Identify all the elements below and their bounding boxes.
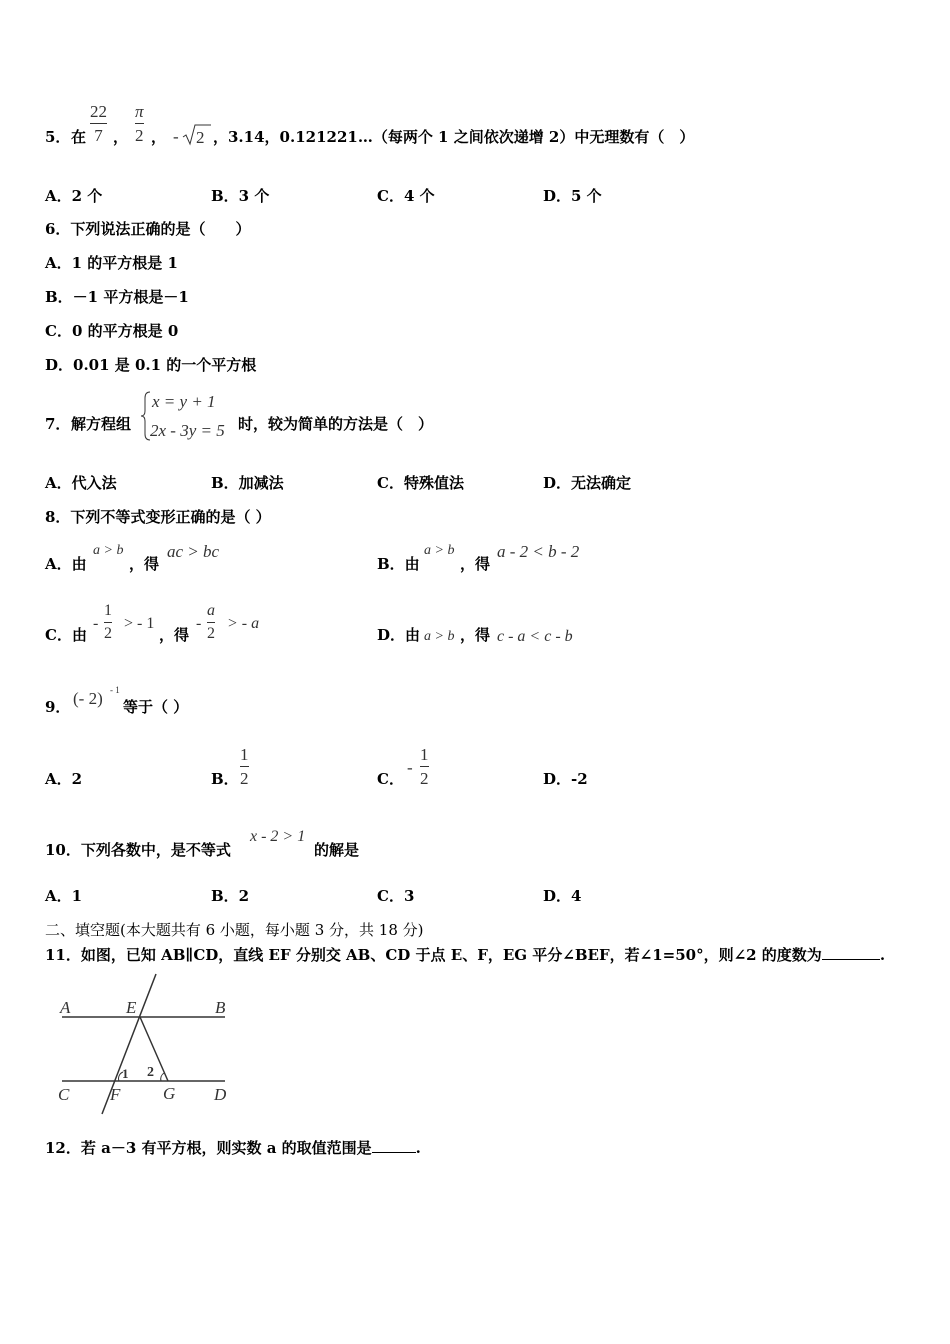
q7-option-c[interactable]: C．特殊值法 bbox=[377, 474, 464, 492]
q9-option-b[interactable]: B． bbox=[211, 770, 239, 788]
q9-option-c[interactable]: C． bbox=[377, 770, 404, 788]
q9-c-neg: - bbox=[407, 758, 413, 777]
q6-option-b[interactable]: B．－1 平方根是－1 bbox=[45, 288, 189, 306]
q6-stem: 6．下列说法正确的是（ ） bbox=[45, 220, 251, 238]
q8-option-a-label[interactable]: A．由 bbox=[45, 555, 87, 573]
q8-stem: 8．下列不等式变形正确的是（ ） bbox=[45, 508, 271, 526]
q8-c-fraction: 1 2 bbox=[104, 602, 112, 642]
label-b: B bbox=[215, 998, 226, 1017]
q10-inequality: x - 2 > 1 bbox=[250, 828, 306, 845]
q8-c-neg: - bbox=[93, 615, 99, 632]
q10-option-d[interactable]: D．4 bbox=[543, 887, 582, 905]
q8-option-d-label[interactable]: D．由 bbox=[377, 626, 421, 644]
q8-c-get: ，得 bbox=[159, 626, 190, 644]
q10-option-c[interactable]: C．3 bbox=[377, 887, 415, 905]
q10-option-b[interactable]: B．2 bbox=[211, 887, 250, 905]
q9-exponent: - 1 bbox=[110, 685, 120, 695]
q5-fraction-22-7: 22 7 bbox=[90, 102, 107, 145]
q10-option-a[interactable]: A．1 bbox=[45, 887, 83, 905]
q5-sqrt-radicand: 2 bbox=[196, 128, 205, 147]
q7-number: 7． bbox=[45, 415, 71, 433]
q5-fraction-pi-2: π 2 bbox=[135, 102, 144, 145]
q7-suffix: 时，较为简单的方法是（ ） bbox=[238, 415, 434, 433]
q7-equation-1: x = y + 1 bbox=[152, 392, 216, 411]
q8-b-condition: a > b bbox=[424, 543, 455, 558]
q9-c-fraction: 1 2 bbox=[420, 745, 429, 788]
q6-option-d[interactable]: D．0.01 是 0.1 的一个平方根 bbox=[45, 356, 257, 374]
label-g: G bbox=[163, 1084, 176, 1103]
q7-prefix: 解方程组 bbox=[71, 415, 132, 433]
q8-d-condition: a > b bbox=[424, 629, 455, 644]
section-2-heading: 二、填空题(本大题共有 6 小题，每小题 3 分，共 18 分) bbox=[45, 921, 424, 939]
q8-a-result: ac > bc bbox=[167, 542, 220, 561]
label-f: F bbox=[110, 1085, 121, 1104]
q9-suffix: 等于（ ） bbox=[123, 698, 189, 716]
q8-b-get: ，得 bbox=[460, 555, 491, 573]
q5-tail: ，3.14，0.121221…（每两个 1 之间依次递增 2）中无理数有（ ） bbox=[213, 128, 695, 146]
q5-option-b[interactable]: B．3 个 bbox=[211, 187, 270, 205]
q9-option-d[interactable]: D．-2 bbox=[543, 770, 588, 788]
q6-option-c[interactable]: C．0 的平方根是 0 bbox=[45, 322, 179, 340]
q12-text: 12．若 a－3 有平方根，则实数 a 的取值范围是 . bbox=[45, 1139, 421, 1157]
label-c: C bbox=[58, 1085, 70, 1104]
q7-option-d[interactable]: D．无法确定 bbox=[543, 474, 632, 492]
q9-option-a[interactable]: A．2 bbox=[45, 770, 83, 788]
q9-b-fraction: 1 2 bbox=[240, 745, 249, 788]
parallel-lines-figure bbox=[50, 972, 240, 1117]
q5-neg-sign: - bbox=[173, 127, 179, 146]
q10-suffix: 的解是 bbox=[314, 841, 360, 859]
q8-b-result: a - 2 < b - 2 bbox=[497, 542, 580, 561]
q5-comma-2: ， bbox=[151, 128, 167, 146]
label-angle-1: 1 bbox=[122, 1066, 129, 1081]
q8-a-condition: a > b bbox=[93, 543, 124, 558]
q8-c-rest: > - 1 bbox=[124, 615, 155, 632]
label-a: A bbox=[60, 998, 71, 1017]
q8-option-b-label[interactable]: B．由 bbox=[377, 555, 420, 573]
label-angle-2: 2 bbox=[147, 1065, 154, 1080]
q7-option-b[interactable]: B．加减法 bbox=[211, 474, 284, 492]
q11-text: 11．如图，已知 AB∥CD，直线 EF 分别交 AB、CD 于点 E、F，EG 平分∠BEF，若∠1=50°，则∠2 的度数为 . bbox=[45, 946, 886, 964]
label-d: D bbox=[214, 1085, 227, 1104]
q12-answer-blank[interactable] bbox=[372, 1152, 416, 1153]
q5-option-a[interactable]: A．2 个 bbox=[45, 187, 103, 205]
q9-base: (- 2) bbox=[73, 689, 103, 708]
q10-prefix: 10．下列各数中，是不等式 bbox=[45, 841, 231, 859]
q8-c-fraction-2: a 2 bbox=[207, 602, 215, 642]
q6-option-a[interactable]: A．1 的平方根是 1 bbox=[45, 254, 178, 272]
q8-d-result: c - a < c - b bbox=[497, 628, 573, 645]
q8-option-c-label[interactable]: C．由 bbox=[45, 626, 87, 644]
q5-option-d[interactable]: D．5 个 bbox=[543, 187, 602, 205]
q9-number: 9． bbox=[45, 698, 71, 716]
q7-option-a[interactable]: A．代入法 bbox=[45, 474, 117, 492]
q8-a-get: ，得 bbox=[129, 555, 160, 573]
q5-option-c[interactable]: C．4 个 bbox=[377, 187, 435, 205]
label-e: E bbox=[126, 998, 137, 1017]
q5-number: 5． bbox=[45, 128, 71, 146]
q5-prefix: 在 bbox=[71, 128, 87, 146]
q5-comma-1: ， bbox=[113, 128, 129, 146]
q8-c-neg2: - bbox=[196, 615, 202, 632]
q8-d-get: ，得 bbox=[460, 626, 491, 644]
q8-c-rest2: > - a bbox=[227, 615, 260, 632]
q7-equation-2: 2x - 3y = 5 bbox=[150, 421, 225, 440]
q11-answer-blank[interactable] bbox=[822, 959, 880, 960]
